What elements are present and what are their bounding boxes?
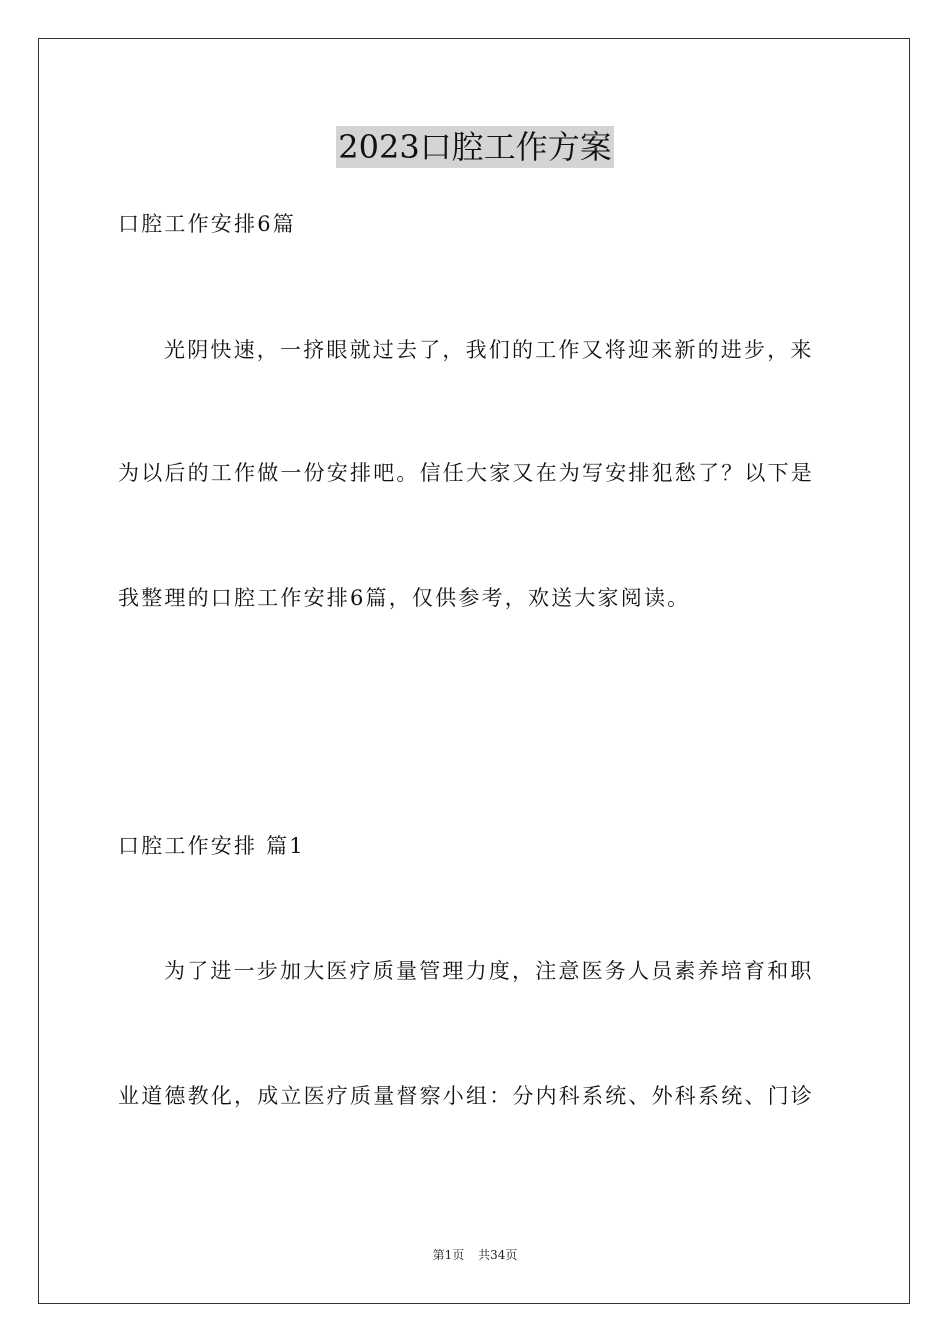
document-subtitle: 口腔工作安排6篇 (118, 212, 296, 236)
intro-line: 光阴快速，一挤眼就过去了，我们的工作又将迎来新的进步，来 (164, 338, 814, 362)
page-total: 共34页 (478, 1248, 518, 1262)
section-line: 为了进一步加大医疗质量管理力度，注意医务人员素养培育和职 (164, 959, 814, 983)
document-title: 2023口腔工作方案 (338, 128, 612, 166)
section-heading: 口腔工作安排 篇1 (118, 834, 305, 858)
page-footer (0, 1247, 950, 1263)
intro-line: 为以后的工作做一份安排吧。信任大家又在为写安排犯愁了？以下是 (118, 461, 814, 485)
intro-line: 我整理的口腔工作安排6篇，仅供参考，欢送大家阅读。 (118, 586, 691, 610)
page-number: 第1页 (432, 1248, 465, 1262)
section-line: 业道德教化，成立医疗质量督察小组：分内科系统、外科系统、门诊 (118, 1084, 814, 1108)
title-container (0, 126, 950, 168)
